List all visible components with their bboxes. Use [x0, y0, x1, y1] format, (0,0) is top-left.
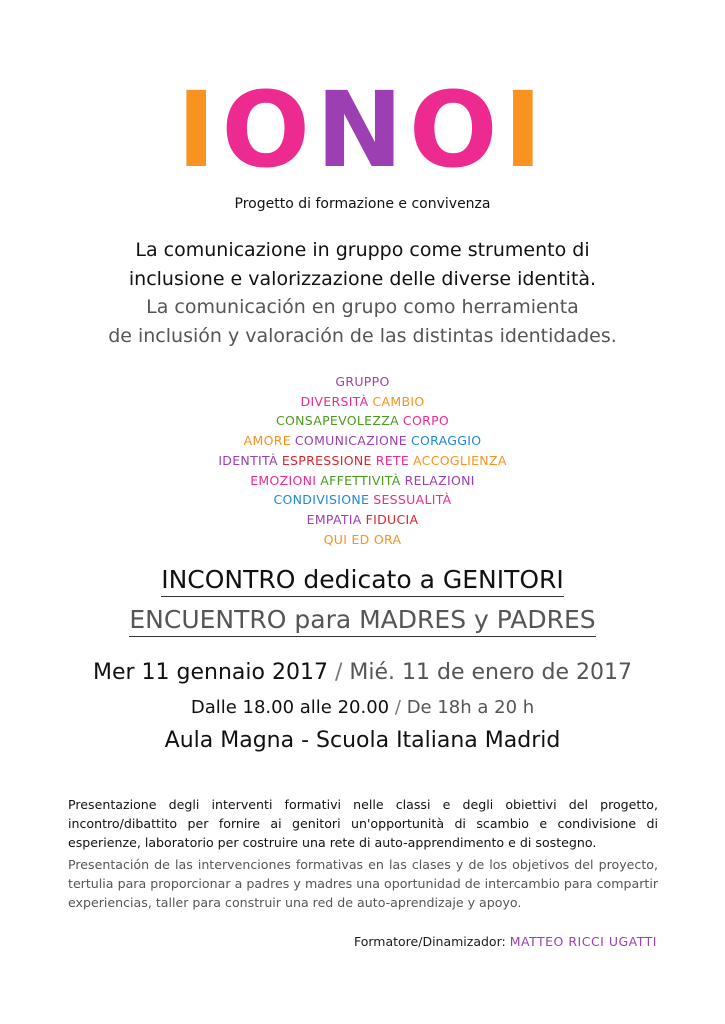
word-cloud-word: CORAGGIO: [410, 433, 482, 449]
word-cloud-word: CONSAPEVOLEZZA: [275, 413, 399, 429]
intro-italian-line: inclusione e valorizzazione delle diverse identità.: [128, 268, 597, 290]
word-cloud-line: [0, 431, 725, 451]
word-cloud-word: GRUPPO: [335, 374, 390, 389]
word-cloud-word: RETE: [375, 452, 410, 468]
word-cloud-word: DIVERSITÀ: [300, 393, 369, 409]
event-title-italian: [0, 565, 725, 594]
credit-name: MATTEO RICCI UGATTI: [509, 934, 657, 949]
word-cloud-line: [0, 510, 725, 530]
credit-label: Formatore/Dinamizador:: [353, 934, 506, 949]
project-subtitle: Progetto di formazione e convivenza: [234, 196, 491, 212]
word-cloud-word: FIDUCIA: [365, 511, 419, 527]
credit-line: [354, 934, 657, 949]
word-cloud-word: ESPRESSIONE: [281, 452, 372, 468]
word-cloud-word: AMORE: [243, 433, 291, 449]
word-cloud-word: EMOZIONI: [250, 472, 317, 488]
description-italian: Presentazione degli interventi formativi nelle classi e degli obiettivi del progetto, incontro/dibattito per fornire ai genitori un'opportunità di scambio e condivisione di esperienze, laboratorio per costruire una rete di auto-apprendimento e di sostegno.: [68, 797, 658, 850]
intro-spanish-line: de inclusión y valoración de las distintas identidades.: [108, 325, 617, 347]
word-cloud-word: SESSUALITÀ: [373, 492, 452, 508]
word-cloud-word: QUI ED ORA: [323, 531, 402, 547]
intro-italian: [0, 236, 725, 294]
logo-letter: O: [221, 69, 316, 191]
event-place: Aula Magna - Scuola Italiana Madrid: [164, 728, 561, 753]
event-title-spanish: [0, 605, 725, 634]
logo-letter: I: [503, 69, 549, 191]
word-cloud-word: CORPO: [402, 413, 450, 429]
event-date: [0, 660, 725, 685]
intro-spanish-line: La comunicación en grupo como herramienta: [146, 296, 579, 318]
word-cloud: [0, 372, 725, 549]
event-title-italian-text: INCONTRO dedicato a GENITORI: [161, 565, 564, 597]
word-cloud-line: [0, 411, 725, 431]
word-cloud-word: IDENTITÀ: [218, 452, 278, 468]
description-spanish: Presentación de las intervenciones formativas en las clases y de los objetivos del proyecto, tertulia para proporcionar a padres y madres una oportunidad de intercambio para compartir experiencias, taller para construir una red de auto-aprendizaje y apoyo.: [68, 857, 658, 910]
word-cloud-word: CAMBIO: [372, 393, 425, 409]
word-cloud-line: [0, 471, 725, 491]
event-title-spanish-text: ENCUENTRO para MADRES y PADRES: [129, 605, 595, 637]
word-cloud-word: RELAZIONI: [404, 472, 475, 488]
date-italian: Mer 11 gennaio 2017: [93, 660, 328, 685]
time-spanish: De 18h a 20 h: [406, 697, 535, 718]
word-cloud-word: CONDIVISIONE: [273, 492, 370, 508]
intro-italian-line: La comunicazione in gruppo come strumento di: [135, 239, 590, 261]
word-cloud-word: ACCOGLIENZA: [413, 452, 507, 468]
word-cloud-line: [0, 530, 725, 550]
logo-letter: N: [315, 69, 410, 191]
time-italian: Dalle 18.00 alle 20.00: [190, 697, 390, 718]
logo-letter: O: [409, 69, 504, 191]
event-time: [0, 697, 725, 718]
word-cloud-line: [0, 490, 725, 510]
word-cloud-word: AFFETTIVITÀ: [320, 472, 401, 488]
word-cloud-line: [0, 392, 725, 412]
word-cloud-word: EMPATIA: [306, 511, 362, 527]
separator: /: [334, 660, 343, 685]
ionoi-logo: [0, 69, 725, 191]
word-cloud-line: [0, 451, 725, 471]
date-spanish: Mié. 11 de enero de 2017: [349, 660, 632, 685]
word-cloud-word: COMUNICAZIONE: [294, 433, 407, 449]
logo-letter: I: [176, 69, 222, 191]
separator: /: [394, 697, 401, 718]
word-cloud-line: [0, 372, 725, 392]
intro-spanish: [0, 293, 725, 351]
